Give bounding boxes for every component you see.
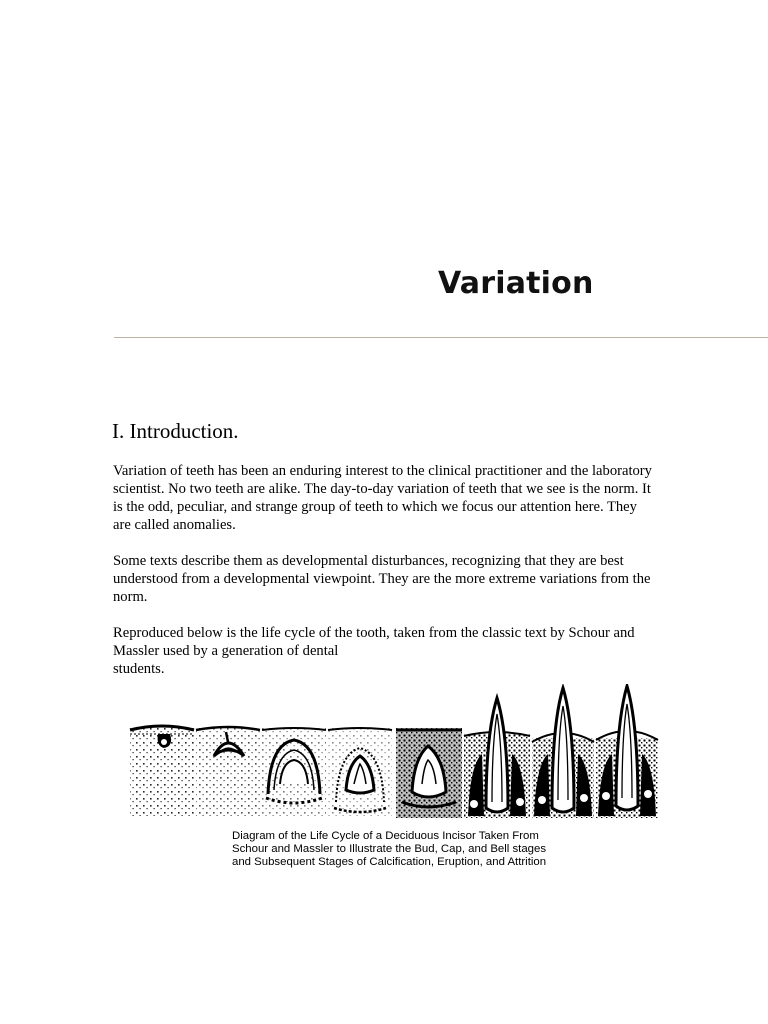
intro-paragraph-2: Some texts describe them as developmental disturbances, recognizing that they are best understood from a developmental viewpoint. They are the more extreme variations from the norm. [113,553,651,605]
tooth-life-cycle-diagram [128,684,660,820]
intro-paragraph-3 [113,624,653,678]
tooth-life-cycle-figure [128,684,660,820]
bell-stage-icon [262,728,326,816]
eruption-mid-icon [532,688,594,818]
attrition-icon [596,686,658,818]
cap-stage-icon [196,727,260,816]
section-heading: I. Introduction. [112,419,239,443]
chapter-title: Variation [438,266,594,301]
calcification-early-icon [328,728,392,816]
calcification-late-icon [396,728,462,818]
caption-line-1: Diagram of the Life Cycle of a Deciduous Incisor Taken From [232,830,539,842]
caption-line-3: and Subsequent Stages of Calcification, Eruption, and Attrition [232,856,547,868]
eruption-early-icon [464,698,530,818]
figure-caption [232,830,546,869]
intro-paragraph-3-end: students. [113,661,165,677]
caption-line-2: Schour and Massler to Illustrate the Bud, Cap, and Bell stages [232,843,547,855]
title-divider [114,337,768,338]
intro-paragraph-1: Variation of teeth has been an enduring interest to the clinical practitioner and the laboratory scientist. No two teeth are alike. The day-to-day variation of teeth that we see is the norm. It is the odd, peculiar, and strange group of teeth to which we focus our attention here. They are called anomalies. [113,463,652,533]
intro-paragraph-3-text: Reproduced below is the life cycle of the tooth, taken from the classic text by Schour and Massler used by a generation of dental [113,625,635,659]
bud-stage-icon [130,726,194,816]
